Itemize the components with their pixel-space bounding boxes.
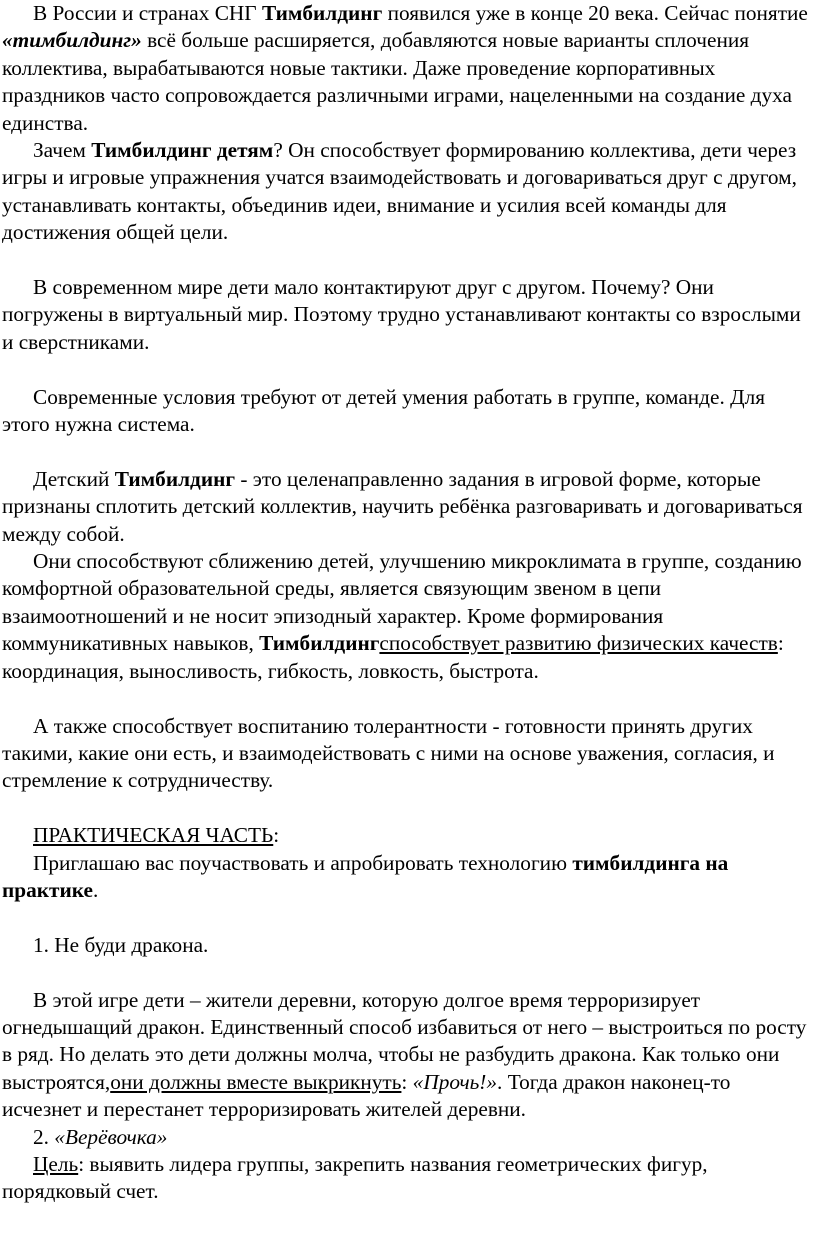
text: : (401, 1069, 413, 1094)
bold-term: Тимбилдинг детям (91, 138, 274, 163)
game-2-title (2, 1124, 810, 1151)
text: Они способствуют сближению детей, улучшению микроклимата в группе, созданию комфортной образовательной среды, является связующим звеном в цепи взаимоотношений и не носит эпизодный характер. Кроме формирования коммуникативных навыков, (2, 549, 802, 656)
text: Детский (33, 466, 115, 491)
text: . (92, 877, 99, 902)
paragraph-game-2-goal (2, 1151, 810, 1206)
text: всё больше расширяется, добавляются новые варианты сплочения коллектива, вырабатываются новые тактики. Даже проведение корпоративных праздников часто сопровождается различными играми, нацеленными на создание духа единства. (2, 28, 792, 135)
paragraph-tolerance: А также способствует воспитанию толерантности - готовности принять других такими, какие они есть, и взаимодействовать с ними на основе уважения, согласия, и стремление к сотрудничеству. (2, 713, 775, 793)
text: : выявить лидера группы, закрепить названия геометрических фигур, порядковый счет. (2, 1151, 708, 1204)
paragraph-modern-world: В современном мире дети мало контактируют друг с другом. Почему? Они погружены в виртуальный мир. Поэтому трудно устанавливают контакты со взрослыми и сверстниками. (2, 275, 801, 354)
underlined-text: они должны вместе выкрикнуть (110, 1069, 402, 1094)
text: Приглашаю вас поучаствовать и апробировать технологию (33, 850, 573, 875)
text: В России и странах СНГ (33, 1, 262, 25)
text: . Тогда дракон наконец-то исчезнет и перестанет терроризировать жителей деревни. (2, 1069, 731, 1122)
text: : координация, выносливость, гибкость, ловкость, быстрота. (2, 631, 784, 683)
text: ? Он способствует формированию коллектива, дети через игры и игровые упражнения учатся взаимодействовать и договариваться друг с другом, устанавливать контакты, объединив идеи, внимание и усилия всей команды для достижения общей цели. (2, 138, 797, 245)
heading-text: ПРАКТИЧЕСКАЯ ЧАСТЬ (33, 823, 274, 848)
text: : (273, 823, 280, 848)
text: Зачем (33, 138, 92, 163)
bold-term: Тимбилдинг (261, 1, 383, 25)
text: В этой игре дети – жители деревни, которую долгое время терроризирует огнедышащий дракон. Единственный способ избавиться от него – выстроиться по росту в ряд. Но делать это дети должны молча, чтобы не разбудить дракона. Как только они выстроятся, (2, 987, 807, 1094)
bold-term: Тимбилдинг (259, 631, 380, 656)
text: - это целенаправленно задания в игровой форме, которые признаны сплотить детский коллектив, научить ребёнка разговаривать и договариваться между собой. (2, 466, 803, 546)
bold-term: Тимбилдинг (114, 466, 236, 491)
text: появился уже в конце 20 века. Сейчас понятие (382, 1, 808, 25)
underlined-text: способствует развитию физических качеств (379, 631, 778, 656)
bold-term: тимбилдинга на практике (2, 850, 729, 902)
section-heading-practical (2, 822, 810, 849)
paragraph-game-1-description (2, 987, 810, 1124)
paragraph-why (2, 137, 810, 247)
paragraph-definition (2, 466, 810, 548)
italic-text: «Верёвочка» (54, 1124, 168, 1149)
paragraph-invitation (2, 850, 810, 905)
game-1-title: 1. Не буди дракона. (33, 932, 209, 957)
paragraph-benefits (2, 548, 810, 685)
text: 2. (33, 1124, 55, 1149)
italic-text: «Прочь!» (412, 1069, 498, 1094)
paragraph-conditions: Современные условия требуют от детей умения работать в группе, команде. Для этого нужна система. (2, 384, 766, 437)
bold-italic-term: «тимбилдинг» (2, 28, 142, 53)
paragraph-intro (2, 0, 810, 137)
underlined-label: Цель (33, 1151, 79, 1176)
